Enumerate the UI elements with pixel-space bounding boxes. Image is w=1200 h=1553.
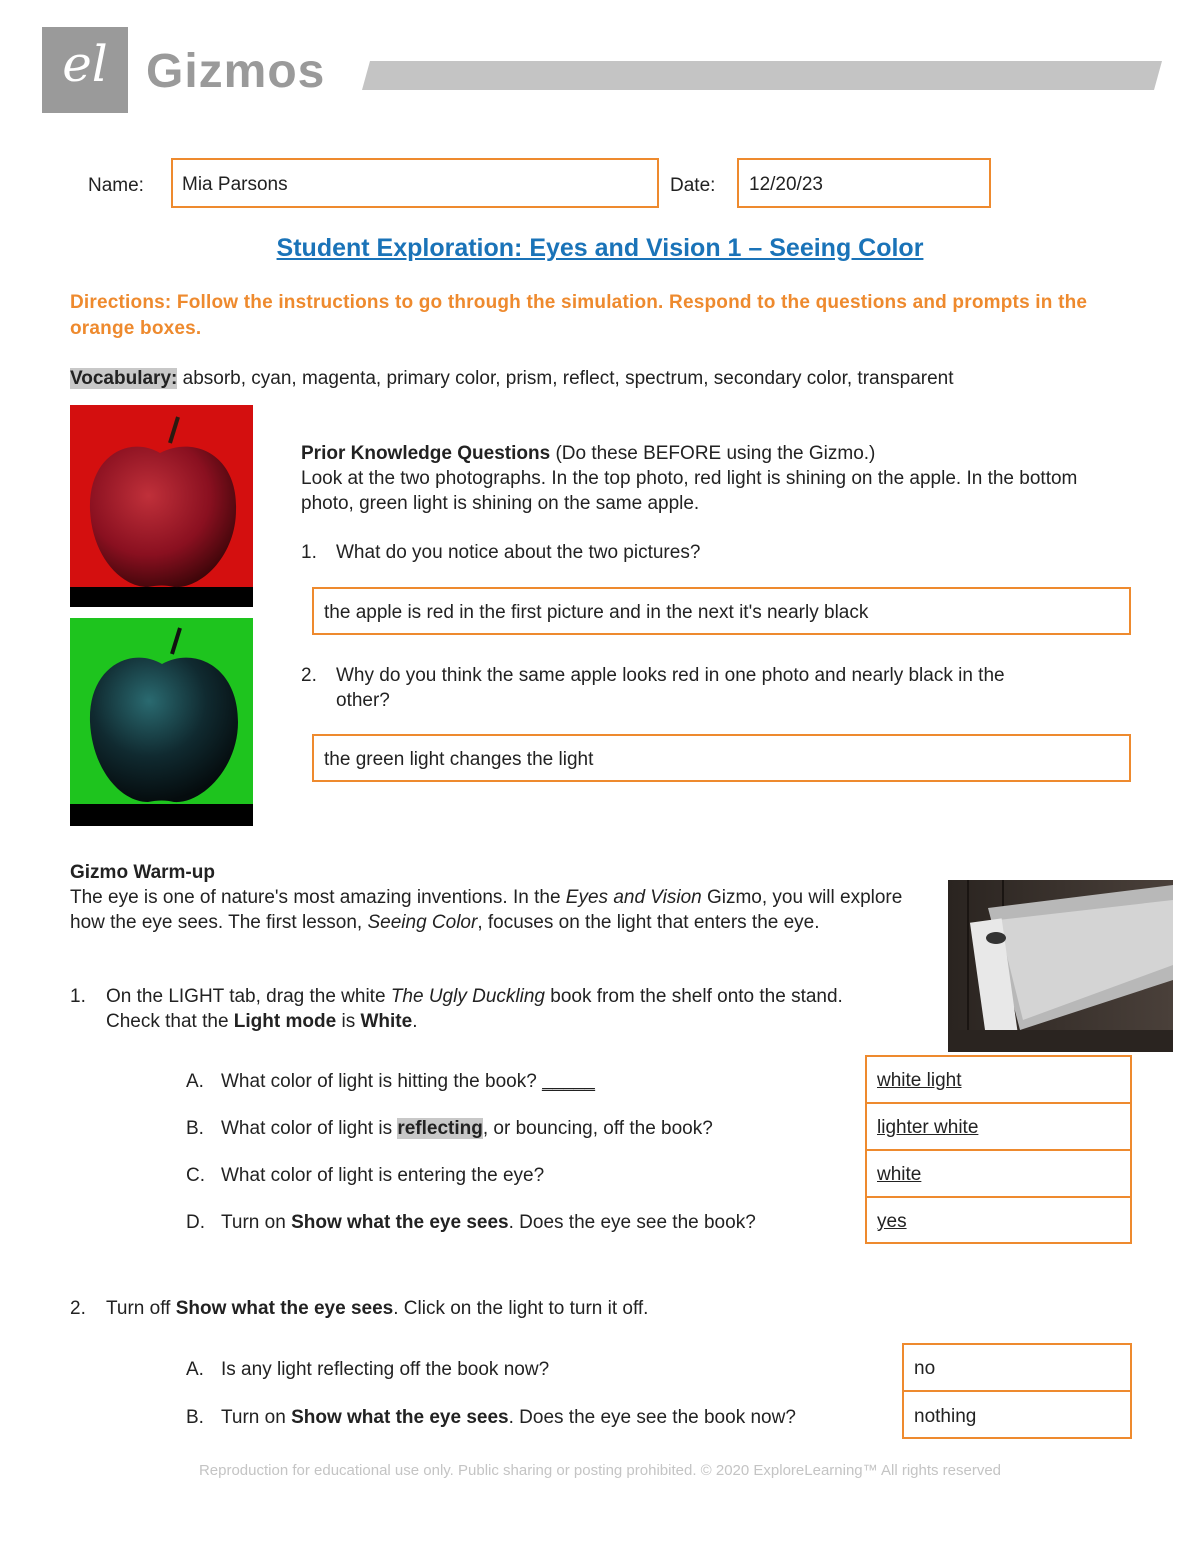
- pk-q2-text: [336, 663, 1136, 713]
- pk-q1-text: What do you notice about the two pictures?: [336, 542, 701, 563]
- wu-q2-text-a: Turn off: [106, 1298, 176, 1319]
- gizmo-screenshot: [948, 880, 1173, 1052]
- warmup-heading: Gizmo Warm-up: [70, 862, 215, 883]
- wu-q1c-answer-box[interactable]: [865, 1149, 1132, 1198]
- wu-q1c-answer: white: [877, 1164, 922, 1185]
- wu-q2-text: [106, 1296, 648, 1321]
- header-bar: [362, 61, 1162, 90]
- page-title: Student Exploration: Eyes and Vision 1 – Seeing Color: [276, 234, 924, 262]
- wu-q1b-text: [221, 1116, 713, 1141]
- warmup-text-3: , focuses on the light that enters the eye.: [477, 912, 820, 933]
- footer-copyright: Reproduction for educational use only. Public sharing or posting prohibited. © 2020 ExploreLearning™ All rights reserved: [198, 1462, 1002, 1479]
- wu-q2-text-b: . Click on the light to turn it off.: [393, 1298, 649, 1319]
- wu-q2-bold: Show what the eye sees: [175, 1298, 394, 1319]
- pk-q1-number: 1.: [301, 542, 317, 563]
- pk-q2-line2: other?: [336, 690, 390, 711]
- wu-q1-text: [106, 984, 866, 1034]
- wu-q1-white: White: [360, 1011, 413, 1032]
- wu-q2a-answer: no: [914, 1358, 936, 1379]
- gizmos-brand: Gizmos: [146, 45, 326, 98]
- wu-q1-text-d: .: [412, 1011, 418, 1032]
- pk-q2-answer-box[interactable]: [312, 734, 1131, 782]
- wu-q1-text-c: is: [336, 1011, 361, 1032]
- prior-knowledge-intro: Look at the two photographs. In the top photo, red light is shining on the apple. In the bottom photo, green light is shining on the same apple.: [301, 468, 1078, 514]
- vocabulary-label: Vocabulary:: [70, 368, 178, 389]
- date-field[interactable]: [737, 158, 991, 208]
- wu-q1d-text-a: Turn on: [221, 1212, 292, 1233]
- wu-q1a-answer-box[interactable]: [865, 1055, 1132, 1104]
- wu-q1a-text: [221, 1069, 595, 1094]
- pk-q1-answer-box[interactable]: [312, 587, 1131, 635]
- red-apple-photo: [70, 405, 253, 607]
- vocabulary-terms: absorb, cyan, magenta, primary color, prism, reflect, spectrum, secondary color, transparent: [182, 368, 954, 389]
- warmup-ital-1: Eyes and Vision: [565, 887, 702, 908]
- wu-q1b-text-b: , or bouncing, off the book?: [482, 1118, 713, 1139]
- name-label: Name:: [88, 175, 144, 196]
- wu-q2b-bold: Show what the eye sees: [291, 1407, 509, 1428]
- wu-q2b-text: [221, 1405, 796, 1430]
- wu-q1b-reflecting: reflecting: [397, 1118, 483, 1139]
- date-value: 12/20/23: [749, 174, 823, 195]
- wu-q1a-blank: _____: [542, 1071, 595, 1092]
- warmup-ital-2: Seeing Color: [367, 912, 478, 933]
- wu-q1b-answer-box[interactable]: [865, 1102, 1132, 1151]
- pk-q1-answer: the apple is red in the first picture and in the next it's nearly black: [324, 602, 869, 623]
- wu-q1a-letter: A.: [186, 1071, 204, 1092]
- wu-q2a-letter: A.: [186, 1359, 204, 1380]
- wu-q1b-text-a: What color of light is: [221, 1118, 398, 1139]
- warmup-section: [70, 860, 920, 935]
- wu-q1d-text-b: . Does the eye see the book?: [508, 1212, 756, 1233]
- warmup-text-2: Gizmo, you will explore how the eye sees. The first lesson,: [70, 887, 903, 933]
- wu-q1-number: 1.: [70, 986, 86, 1007]
- directions: Directions: Follow the instructions to go through the simulation. Respond to the questions and prompts in the orange boxes.: [70, 292, 1088, 339]
- prior-knowledge-heading: Prior Knowledge Questions: [301, 443, 551, 464]
- wu-q2b-text-b: . Does the eye see the book now?: [508, 1407, 796, 1428]
- wu-q1-light-mode: Light mode: [233, 1011, 337, 1032]
- wu-q1b-letter: B.: [186, 1118, 204, 1139]
- logo-mark: el: [62, 35, 108, 93]
- wu-q1d-letter: D.: [186, 1212, 205, 1233]
- wu-q1d-text: [221, 1210, 756, 1235]
- wu-q1a-question: What color of light is hitting the book?: [221, 1071, 537, 1092]
- wu-q1-text-b: book from the shelf onto the stand. Check that the: [106, 986, 843, 1032]
- pk-q2-answer: the green light changes the light: [324, 749, 594, 770]
- pk-q2-line1: Why do you think the same apple looks red in one photo and nearly black in the: [336, 665, 1005, 686]
- wu-q2a-text: Is any light reflecting off the book now?: [221, 1359, 550, 1380]
- wu-q1c-text: What color of light is entering the eye?: [221, 1165, 545, 1186]
- wu-q2b-answer: nothing: [914, 1406, 977, 1427]
- name-field[interactable]: [171, 158, 659, 208]
- prior-knowledge: [301, 441, 1131, 516]
- green-apple-photo: [70, 618, 253, 826]
- wu-q1-book-title: The Ugly Duckling: [390, 986, 545, 1007]
- wu-q1d-bold: Show what the eye sees: [291, 1212, 509, 1233]
- wu-q1d-answer-box[interactable]: [865, 1196, 1132, 1244]
- wu-q1-text-a: On the LIGHT tab, drag the white: [106, 986, 391, 1007]
- wu-q2-number: 2.: [70, 1298, 86, 1319]
- wu-q2a-answer-box[interactable]: [902, 1343, 1132, 1392]
- wu-q2b-text-a: Turn on: [221, 1407, 292, 1428]
- warmup-text-1: The eye is one of nature's most amazing inventions. In the: [70, 887, 566, 908]
- vocabulary: [70, 366, 954, 391]
- wu-q1c-letter: C.: [186, 1165, 205, 1186]
- prior-knowledge-note: (Do these BEFORE using the Gizmo.): [555, 443, 876, 464]
- wu-q2b-answer-box[interactable]: [902, 1390, 1132, 1439]
- date-label: Date:: [670, 175, 716, 196]
- wu-q1b-answer: lighter white: [877, 1117, 979, 1138]
- wu-q1d-answer: yes: [877, 1211, 907, 1232]
- wu-q2b-letter: B.: [186, 1407, 204, 1428]
- pk-q2-number: 2.: [301, 665, 317, 686]
- wu-q1a-answer: white light: [877, 1070, 962, 1091]
- gizmos-logo-tile: [42, 27, 128, 113]
- name-value: Mia Parsons: [182, 174, 288, 195]
